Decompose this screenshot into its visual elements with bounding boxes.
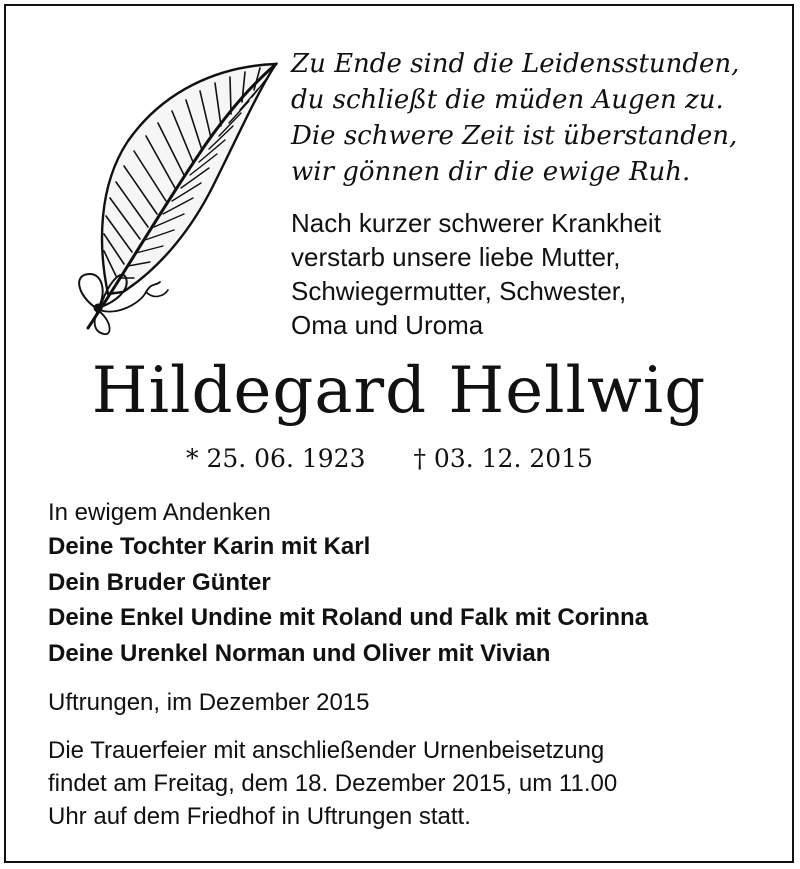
place-date: Uftrungen, im Dezember 2015 [48,689,370,716]
mourner-line: Deine Enkel Undine mit Roland und Falk mit Corinna [48,604,649,631]
funeral-line: findet am Freitag, dem 18. Dezember 2015, um 11.00 [48,770,618,797]
funeral-line: Die Trauerfeier mit anschließender Urnenbeisetzung [48,737,605,764]
mourners-list [48,529,648,671]
poem-line: Die schwere Zeit ist überstanden, [291,121,738,151]
death-date: † 03. 12. 2015 [413,444,593,473]
memory-line: In ewigem Andenken [48,499,271,526]
obituary-notice [4,4,794,863]
mourner-line: Dein Bruder Günter [48,568,271,596]
announcement-line: Nach kurzer schwerer Krankheit [291,208,661,238]
poem-line: Zu Ende sind die Leidensstunden, [291,49,740,79]
feather-icon [68,46,298,336]
poem-line: du schließt die müden Augen zu. [291,85,724,115]
life-dates [186,442,593,476]
announcement-line: Oma und Uroma [291,310,484,340]
deceased-name: Hildegard Hellwig [91,354,707,428]
poem [291,46,771,190]
funeral-line: Uhr auf dem Friedhof in Uftrungen statt. [48,803,471,830]
poem-line: wir gönnen dir die ewige Ruh. [291,157,691,187]
mourner-line: Deine Urenkel Norman und Oliver mit Vivian [48,639,551,667]
mourner-line: Deine Tochter Karin mit Karl [48,533,371,560]
announcement-text [291,206,771,342]
announcement-line: verstarb unsere liebe Mutter, [291,242,621,272]
funeral-info [48,734,617,833]
birth-date: * 25. 06. 1923 [186,444,366,473]
announcement-line: Schwiegermutter, Schwester, [291,276,627,306]
